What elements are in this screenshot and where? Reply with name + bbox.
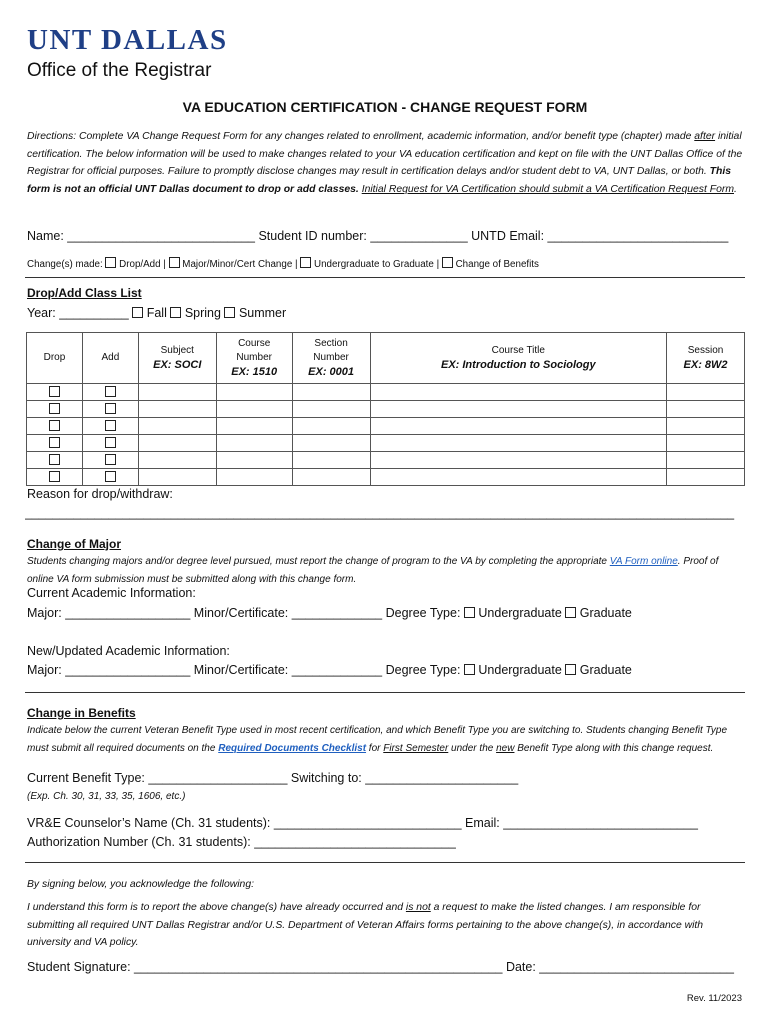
signature-date-row[interactable]: Student Signature: _____________________________________________________ Date: ____________________________: [27, 960, 734, 974]
table-row: [27, 435, 745, 452]
section-divider: [25, 862, 745, 863]
change-of-major-text: Students changing majors and/or degree level pursued, must report the change of program to the VA by completing the appropriate VA Form online. Proof of online VA form submission must be submitted along with this change form.: [27, 556, 719, 585]
session-column-header: Session EX: 8W2: [667, 333, 745, 384]
changes-made-row: Change(s) made: Drop/Add | Major/Minor/Cert Change | Undergraduate to Graduate | Change of Benefits: [27, 259, 539, 270]
section-divider: [25, 692, 745, 693]
current-undergraduate-checkbox[interactable]: [464, 607, 475, 618]
drop-checkbox[interactable]: [27, 435, 83, 452]
undergrad-to-grad-checkbox[interactable]: [300, 257, 311, 268]
table-row: [27, 452, 745, 469]
table-row: [27, 469, 745, 486]
summer-checkbox[interactable]: [224, 307, 235, 318]
change-of-benefits-checkbox[interactable]: [442, 257, 453, 268]
revision-label: Rev. 11/2023: [686, 993, 742, 1004]
current-graduate-checkbox[interactable]: [565, 607, 576, 618]
add-checkbox[interactable]: [82, 435, 138, 452]
table-row: [27, 401, 745, 418]
form-title: VA EDUCATION CERTIFICATION - CHANGE REQUEST FORM: [182, 99, 588, 115]
year-term-row: Year: __________ Fall Spring Summer: [27, 306, 287, 320]
add-checkbox[interactable]: [82, 384, 138, 401]
new-undergraduate-checkbox[interactable]: [464, 664, 475, 675]
va-form-online-link[interactable]: VA Form online: [609, 556, 678, 567]
add-checkbox[interactable]: [82, 452, 138, 469]
add-checkbox[interactable]: [82, 401, 138, 418]
drop-checkbox[interactable]: [27, 418, 83, 435]
change-in-benefits-heading: Change in Benefits: [27, 706, 136, 720]
spring-checkbox[interactable]: [170, 307, 181, 318]
drop-checkbox[interactable]: [27, 469, 83, 486]
new-academic-label: New/Updated Academic Information:: [27, 644, 230, 658]
year-field[interactable]: Year: __________: [27, 306, 129, 320]
table-row: [27, 384, 745, 401]
new-major-fields[interactable]: Major: __________________ Minor/Certificate: _____________ Degree Type:: [27, 663, 461, 677]
unt-dallas-logo: UNT DALLAS: [27, 24, 228, 56]
course-number-column-header: Course Number EX: 1510: [216, 333, 292, 384]
current-major-fields[interactable]: Major: __________________ Minor/Certificate: _____________ Degree Type:: [27, 606, 461, 620]
table-row: [27, 418, 745, 435]
current-academic-label: Current Academic Information:: [27, 586, 196, 600]
authorization-row[interactable]: Authorization Number (Ch. 31 students): _____________________________: [27, 835, 456, 849]
counselor-row[interactable]: VR&E Counselor’s Name (Ch. 31 students): ___________________________ Email: ____________________________: [27, 816, 698, 830]
section-number-column-header: Section Number EX: 0001: [292, 333, 370, 384]
directions-text: Directions: Complete VA Change Request Form for any changes related to enrollment, academic information, and/or benefit type (chapter) made after initial certification. The below information will be used to make changes related to your VA education certification and kept on file with the UNT Dallas Office of the Registrar for official purposes. Failure to promptly disclose changes may result in certification delays and/or student debt to VA, UNT Dallas, or both. This form is not an official UNT Dallas document to drop or add classes. Initial Request for VA Certification should submit a VA Certification Request Form.: [27, 131, 743, 195]
add-checkbox[interactable]: [82, 418, 138, 435]
benefit-examples: (Exp. Ch. 30, 31, 33, 35, 1606, etc.): [27, 791, 186, 802]
drop-column-header: Drop: [27, 333, 83, 384]
name-id-email-line[interactable]: Name: ___________________________ Student ID number: ______________ UNTD Email: __________________________: [27, 229, 729, 243]
new-major-row: Major: __________________ Minor/Certificate: _____________ Degree Type: Undergraduate Graduate: [27, 663, 632, 677]
major-minor-cert-checkbox[interactable]: [169, 257, 180, 268]
section-divider: [25, 277, 745, 278]
acknowledge-text: I understand this form is to report the above change(s) have already occurred and is not a request to make the listed changes. I am responsible for submitting all required UNT Dallas Registrar and/or U.S. Department of Veteran Affairs forms pertaining to the above change(s), in accordance with university and VA policy.: [27, 902, 704, 948]
drop-add-checkbox[interactable]: [105, 257, 116, 268]
acknowledge-intro: By signing below, you acknowledge the following:: [27, 879, 255, 890]
change-of-major-heading: Change of Major: [27, 537, 122, 551]
new-graduate-checkbox[interactable]: [565, 664, 576, 675]
drop-checkbox[interactable]: [27, 401, 83, 418]
drop-checkbox[interactable]: [27, 384, 83, 401]
course-title-column-header: Course Title EX: Introduction to Sociology: [370, 333, 667, 384]
changes-made-label: Change(s) made:: [27, 259, 103, 270]
reason-field[interactable]: ______________________________________________________________________________________________________: [25, 506, 735, 520]
office-of-registrar-label: Office of the Registrar: [27, 60, 212, 81]
fall-checkbox[interactable]: [132, 307, 143, 318]
required-documents-checklist-link[interactable]: Required Documents Checklist: [218, 742, 367, 754]
class-list-table: [26, 332, 745, 486]
current-major-row: Major: __________________ Minor/Certificate: _____________ Degree Type: Undergraduate Graduate: [27, 606, 632, 620]
change-in-benefits-text: Indicate below the current Veteran Benefit Type used in most recent certification, and which Benefit Type you are switching to. Students changing Benefit Type must submit all required documents on the Required Documents Checklist for First Semester under the new Benefit Type along with this change request.: [27, 725, 728, 754]
reason-label: Reason for drop/withdraw:: [27, 487, 173, 501]
add-checkbox[interactable]: [82, 469, 138, 486]
add-column-header: Add: [82, 333, 138, 384]
subject-column-header: Subject EX: SOCI: [138, 333, 216, 384]
table-header-row: [27, 333, 745, 384]
benefit-type-row[interactable]: Current Benefit Type: ____________________ Switching to: ______________________: [27, 771, 519, 785]
drop-checkbox[interactable]: [27, 452, 83, 469]
drop-add-heading: Drop/Add Class List: [27, 286, 142, 300]
